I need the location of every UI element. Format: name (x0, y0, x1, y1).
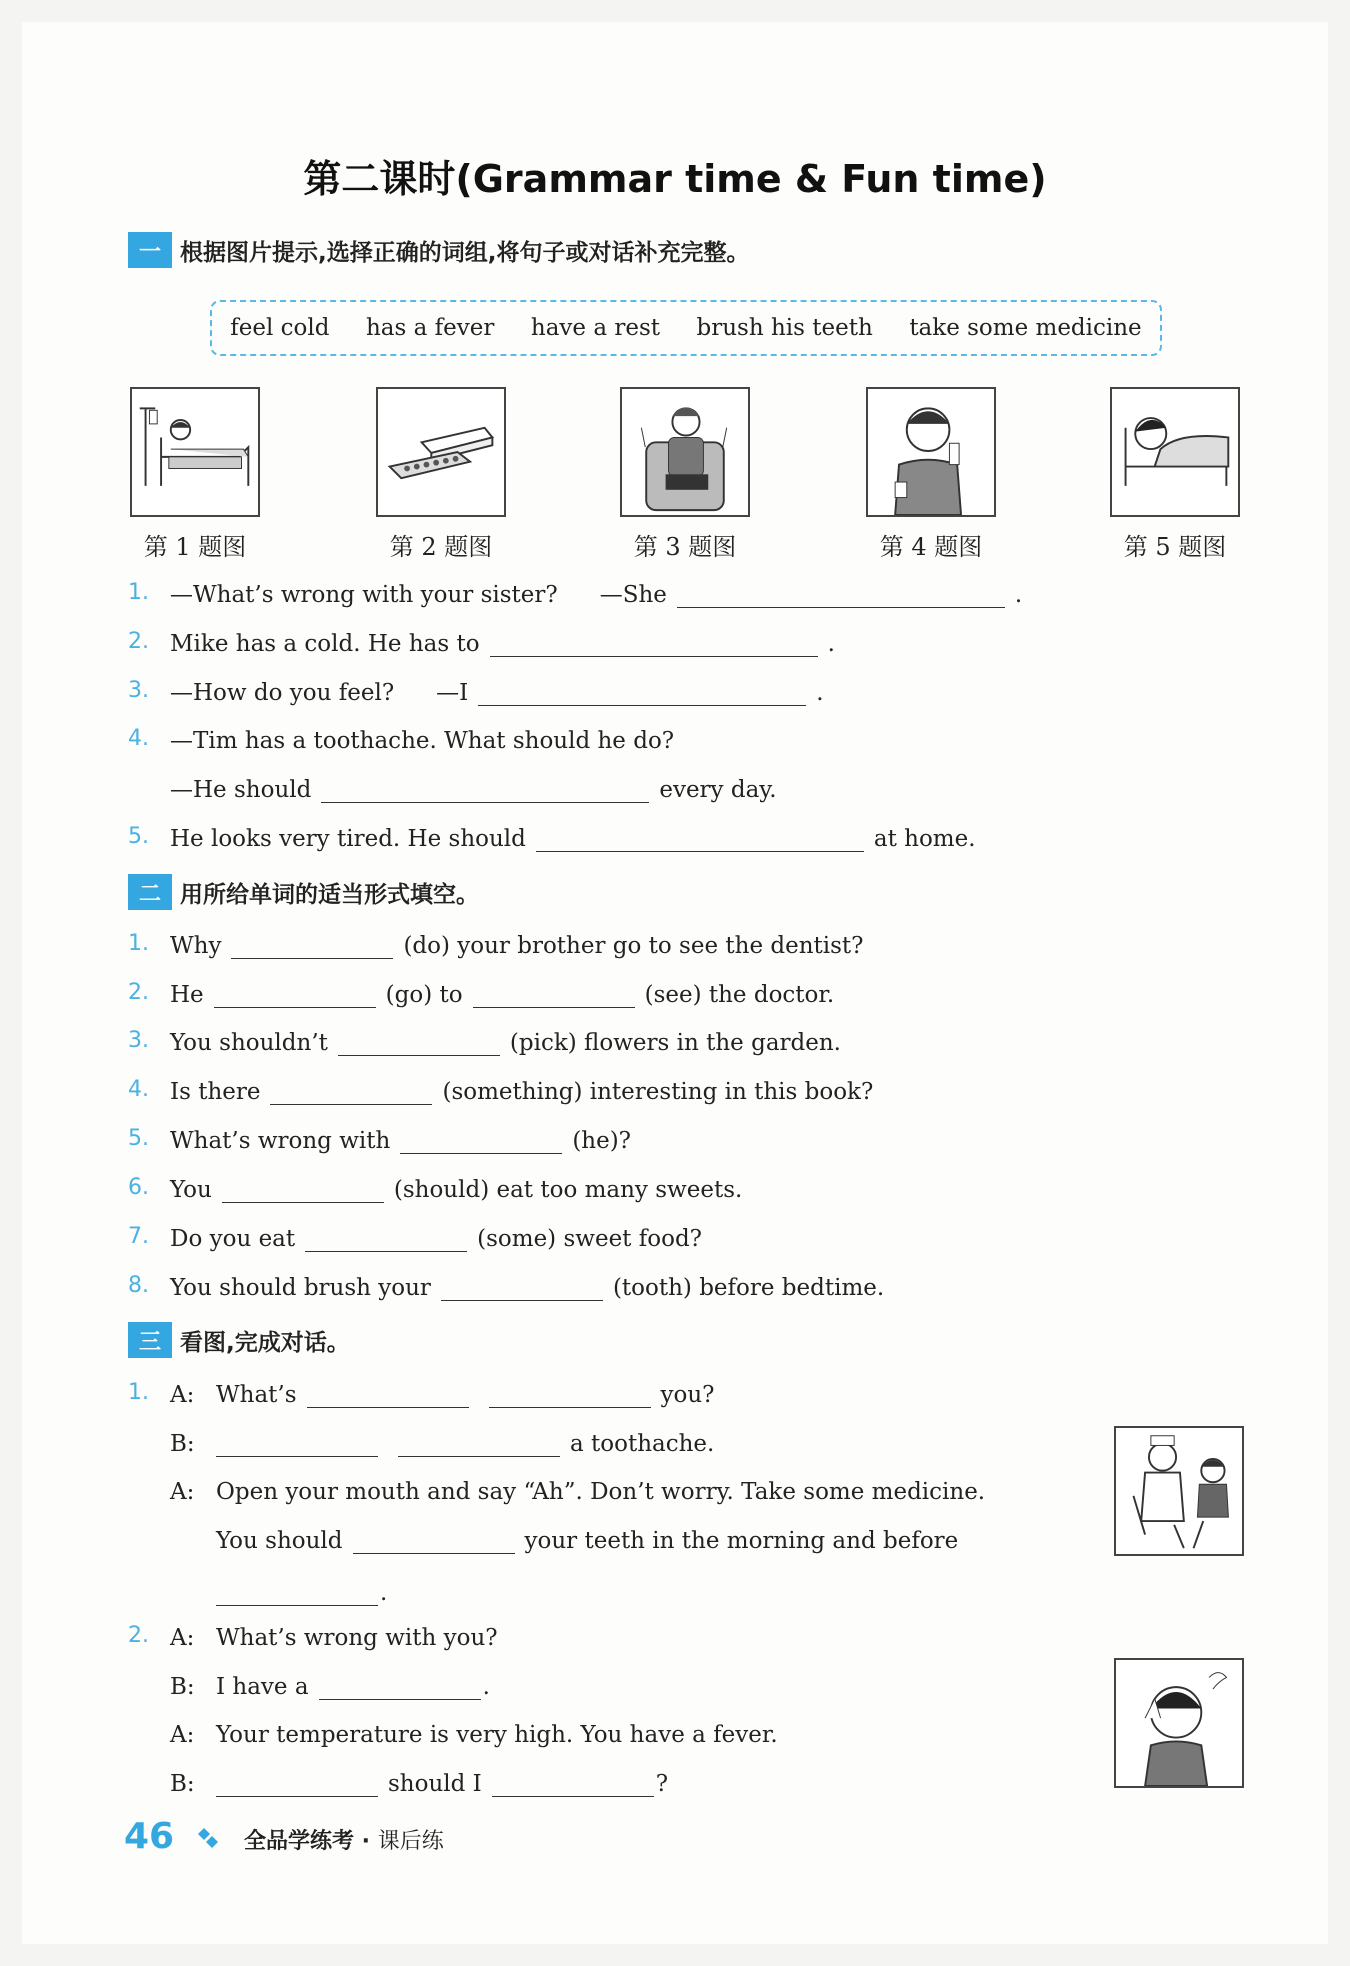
dialogue-line (170, 1714, 778, 1748)
question-text: —Tim has a toothache. What should he do? (170, 728, 675, 754)
answer-blank[interactable] (270, 1078, 432, 1105)
word-bank (210, 300, 1162, 356)
question-text: . (816, 680, 824, 706)
diamond-icon (196, 1826, 222, 1852)
question-row (170, 769, 777, 803)
section-1-instruction: 根据图片提示,选择正确的词组,将句子或对话补充完整。 (180, 239, 750, 266)
question-text: at home. (873, 826, 976, 852)
section-2-header (128, 874, 479, 910)
picture-2-medicine (376, 387, 506, 517)
section-3-badge: 三 (128, 1322, 172, 1358)
question-text: —What’s wrong with your sister? (170, 582, 558, 608)
question-text: (see) the doctor. (644, 982, 835, 1008)
question-text: —She (599, 582, 667, 608)
dialogue-text: What’s (216, 1382, 297, 1408)
picture-caption: 第 1 题图 (143, 533, 247, 561)
dialogue-line (170, 1471, 985, 1505)
question-row (170, 1071, 873, 1105)
answer-blank[interactable] (398, 1430, 560, 1457)
answer-blank[interactable] (222, 1176, 384, 1203)
footer-brand (244, 1824, 444, 1855)
question-row (170, 1120, 631, 1154)
speaker-label: B: (170, 1431, 195, 1457)
question-text: You shouldn’t (170, 1030, 328, 1056)
question-number: 5. (128, 824, 149, 849)
answer-blank[interactable] (319, 1673, 481, 1700)
picture-caption: 第 2 题图 (389, 533, 493, 561)
answer-blank[interactable] (677, 581, 1005, 608)
dialogue-text: You should (216, 1528, 343, 1554)
question-number: 2. (128, 629, 149, 654)
question-number: 1. (128, 931, 149, 956)
dialogue-text: Your temperature is very high. You have a fever. (216, 1722, 778, 1748)
dialogue-text: your teeth in the morning and before (524, 1528, 959, 1554)
word-bank-item: take some medicine (909, 315, 1142, 341)
answer-blank[interactable] (216, 1430, 378, 1457)
dialogue-text: should I (388, 1771, 482, 1797)
question-row (170, 1169, 742, 1203)
picture-1-sick-in-bed (130, 387, 260, 517)
question-text: (something) interesting in this book? (442, 1079, 874, 1105)
question-text: Is there (170, 1079, 261, 1105)
answer-blank[interactable] (441, 1274, 603, 1301)
answer-blank[interactable] (307, 1381, 469, 1408)
question-row (170, 623, 835, 657)
question-text: You (170, 1177, 212, 1203)
word-bank-item: brush his teeth (696, 315, 873, 341)
dialogue-text: . (482, 1674, 490, 1700)
question-number: 2. (128, 1623, 149, 1648)
dialogue-line (170, 1423, 714, 1457)
question-row (170, 1022, 841, 1056)
question-row (170, 925, 864, 959)
question-row (170, 1267, 884, 1301)
answer-blank[interactable] (321, 776, 649, 803)
question-text: . (827, 631, 835, 657)
question-text: (do) your brother go to see the dentist? (403, 933, 864, 959)
answer-blank[interactable] (400, 1127, 562, 1154)
question-number: 4. (128, 1077, 149, 1102)
question-text: (should) eat too many sweets. (393, 1177, 743, 1203)
answer-blank[interactable] (305, 1225, 467, 1252)
question-number: 1. (128, 580, 149, 605)
dialogue-text: What’s wrong with you? (216, 1625, 498, 1651)
question-number: 3. (128, 678, 149, 703)
question-text: —I (436, 680, 469, 706)
question-number: 8. (128, 1273, 149, 1298)
dialogue-text: . (380, 1580, 388, 1606)
question-number: 6. (128, 1175, 149, 1200)
question-text: (go) to (385, 982, 463, 1008)
answer-blank[interactable] (489, 1381, 651, 1408)
section-1-badge: 一 (128, 232, 172, 268)
answer-blank[interactable] (216, 1579, 378, 1606)
section-2-badge: 二 (128, 874, 172, 910)
answer-blank[interactable] (216, 1770, 378, 1797)
picture-caption: 第 3 题图 (633, 533, 737, 561)
dialogue-line (170, 1666, 490, 1700)
word-bank-item: have a rest (530, 315, 661, 341)
answer-blank[interactable] (231, 932, 393, 959)
question-number: 1. (128, 1380, 149, 1405)
picture-dentist (1114, 1426, 1244, 1556)
picture-caption: 第 5 题图 (1123, 533, 1227, 561)
question-number: 7. (128, 1224, 149, 1249)
answer-blank[interactable] (492, 1770, 654, 1797)
word-bank-item: feel cold (230, 315, 330, 341)
speaker-label: B: (170, 1674, 195, 1700)
section-1-header (128, 232, 749, 268)
brand-separator: · (354, 1829, 378, 1854)
answer-blank[interactable] (473, 981, 635, 1008)
section-2-instruction: 用所给单词的适当形式填空。 (180, 881, 479, 908)
picture-3-feel-cold (620, 387, 750, 517)
question-text: (pick) flowers in the garden. (509, 1030, 841, 1056)
dialogue-line (170, 1763, 668, 1797)
answer-blank[interactable] (353, 1527, 515, 1554)
question-text: Do you eat (170, 1226, 296, 1252)
page-title: 第二课时(Grammar time & Fun time) (303, 157, 1047, 201)
brand-name: 全品学练考 (244, 1829, 355, 1854)
question-text: . (1014, 582, 1023, 608)
speaker-label: A: (170, 1382, 195, 1408)
dialogue-text: ? (655, 1771, 669, 1797)
question-text: —He should (170, 777, 312, 803)
question-row (170, 720, 674, 754)
dialogue-line (216, 1520, 958, 1554)
answer-blank[interactable] (338, 1029, 500, 1056)
dialogue-text: a toothache. (570, 1431, 715, 1457)
question-row (170, 1218, 702, 1252)
question-text: every day. (659, 777, 777, 803)
picture-4-brush-teeth (866, 387, 996, 517)
picture-headache-boy (1114, 1658, 1244, 1788)
speaker-label: A: (170, 1479, 195, 1505)
section-3-header (128, 1322, 350, 1358)
question-text: Why (170, 933, 222, 959)
page-number: 46 (124, 1816, 175, 1857)
question-text: (tooth) before bedtime. (612, 1275, 885, 1301)
question-text: He looks very tired. He should (170, 826, 526, 852)
question-text: (some) sweet food? (477, 1226, 702, 1252)
picture-caption: 第 4 题图 (879, 533, 983, 561)
answer-blank[interactable] (478, 679, 806, 706)
question-text: You should brush your (170, 1275, 431, 1301)
dialogue-text: you? (660, 1382, 715, 1408)
question-text: (he)? (572, 1128, 632, 1154)
speaker-label: A: (170, 1722, 195, 1748)
answer-blank[interactable] (536, 825, 864, 852)
question-row (170, 574, 1022, 608)
question-number: 4. (128, 726, 149, 751)
question-text: Mike has a cold. He has to (170, 631, 480, 657)
question-number: 3. (128, 1028, 149, 1053)
speaker-label: A: (170, 1625, 195, 1651)
dialogue-line (206, 1572, 387, 1606)
answer-blank[interactable] (490, 630, 818, 657)
question-text: He (170, 982, 204, 1008)
question-text: —How do you feel? (170, 680, 395, 706)
question-number: 5. (128, 1126, 149, 1151)
question-row (170, 672, 824, 706)
section-3-instruction: 看图,完成对话。 (180, 1329, 350, 1356)
picture-5-rest-in-bed (1110, 387, 1240, 517)
brand-subtitle: 课后练 (377, 1829, 444, 1854)
word-bank-item: has a fever (365, 315, 495, 341)
dialogue-line (170, 1617, 498, 1651)
answer-blank[interactable] (214, 981, 376, 1008)
dialogue-text: I have a (216, 1674, 309, 1700)
dialogue-line (170, 1374, 715, 1408)
question-row (170, 818, 976, 852)
speaker-label: B: (170, 1771, 195, 1797)
question-row (170, 974, 834, 1008)
question-text: What’s wrong with (170, 1128, 391, 1154)
question-number: 2. (128, 980, 149, 1005)
dialogue-text: Open your mouth and say “Ah”. Don’t worry. Take some medicine. (216, 1479, 986, 1505)
